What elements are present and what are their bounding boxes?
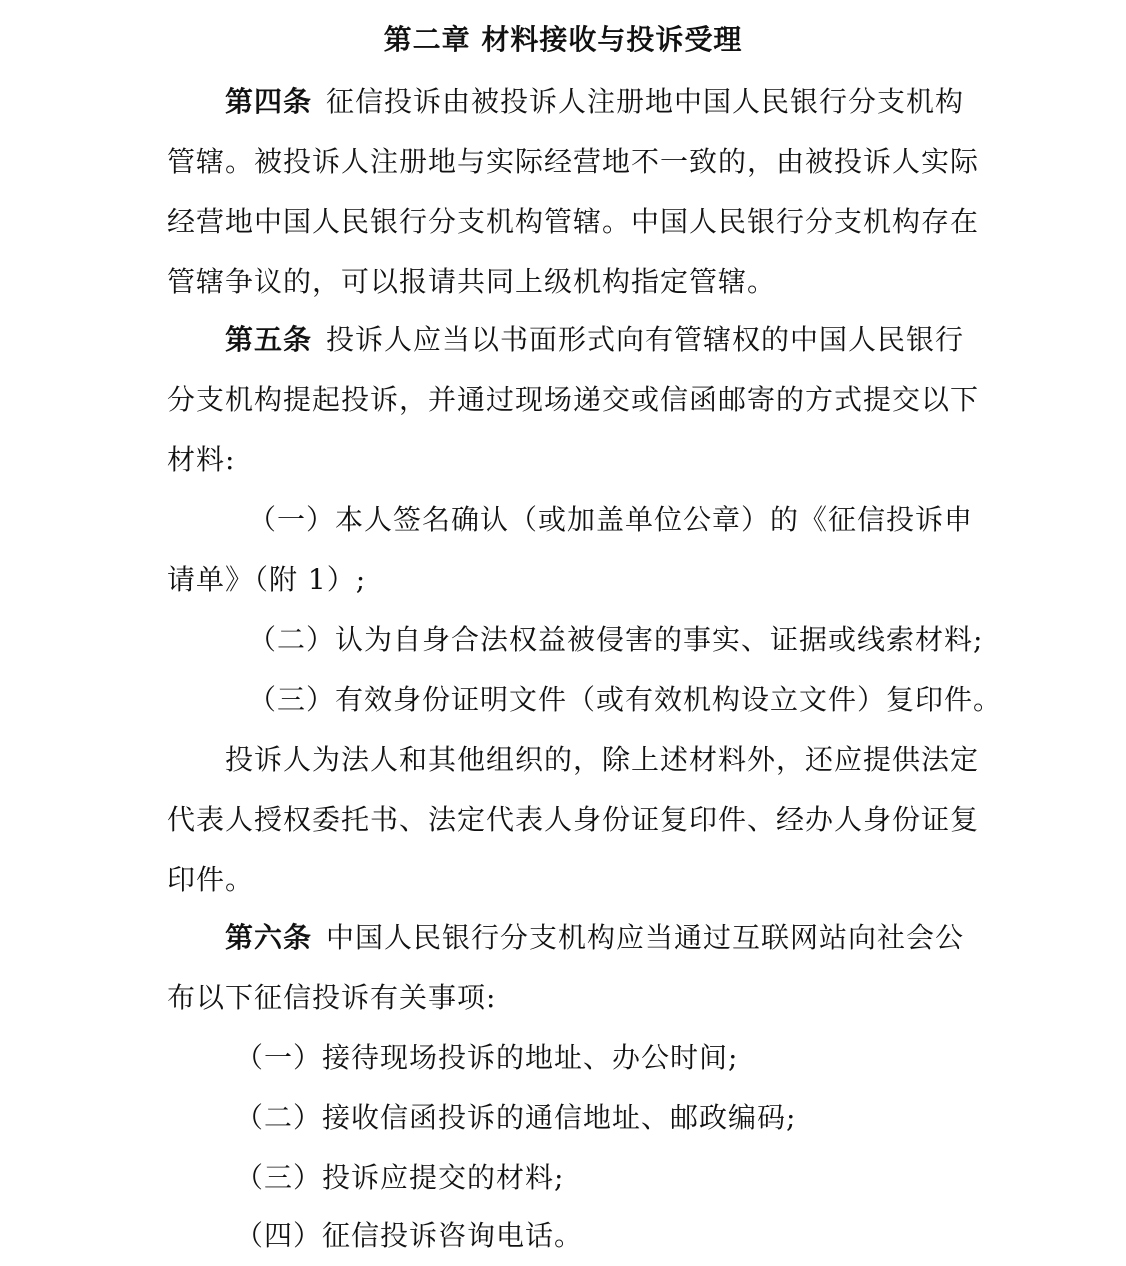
article-4-line-2: 管辖。被投诉人注册地与实际经营地不一致的，由被投诉人实际 (167, 145, 980, 178)
article-6-item-3: （三）投诉应提交的材料; (235, 1161, 565, 1194)
article-6-line-1: 第六条 中国人民银行分支机构应当通过互联网站向社会公 (225, 921, 965, 954)
chapter-title: 第二章 材料接收与投诉受理 (383, 23, 743, 56)
article-6-item-4: （四）征信投诉咨询电话。 (235, 1219, 584, 1252)
article-5-label: 第五条 (225, 323, 313, 356)
article-5-item-2: （二）认为自身合法权益被侵害的事实、证据或线索材料; (248, 623, 984, 656)
article-5-line-2: 分支机构提起投诉，并通过现场递交或信函邮寄的方式提交以下 (167, 383, 980, 416)
article-5-para-line-1: 投诉人为法人和其他组织的，除上述材料外，还应提供法定 (225, 743, 980, 776)
article-5-line-1: 第五条 投诉人应当以书面形式向有管辖权的中国人民银行 (225, 323, 965, 356)
article-4-line-1: 第四条 征信投诉由被投诉人注册地中国人民银行分支机构 (225, 85, 965, 118)
article-4-line-3: 经营地中国人民银行分支机构管辖。中国人民银行分支机构存在 (167, 205, 980, 238)
article-6-item-1: （一）接待现场投诉的地址、办公时间; (235, 1041, 739, 1074)
article-5-para-line-3: 印件。 (167, 863, 255, 896)
article-6-line-2: 布以下征信投诉有关事项: (167, 981, 497, 1014)
article-4-label: 第四条 (225, 85, 313, 118)
article-5-item-3: （三）有效身份证明文件（或有效机构设立文件）复印件。 (248, 683, 1003, 716)
article-6-label: 第六条 (225, 921, 313, 954)
article-5-item-1-line-2: 请单》（附 1）; (167, 563, 367, 596)
article-4-line-4: 管辖争议的，可以报请共同上级机构指定管辖。 (167, 265, 777, 298)
article-5-line-3: 材料: (167, 443, 236, 476)
article-5-para-line-2: 代表人授权委托书、法定代表人身份证复印件、经办人身份证复 (167, 803, 980, 836)
article-6-item-2: （二）接收信函投诉的通信地址、邮政编码; (235, 1101, 797, 1134)
article-5-item-1-line-1: （一）本人签名确认（或加盖单位公章）的《征信投诉申 (248, 503, 974, 536)
